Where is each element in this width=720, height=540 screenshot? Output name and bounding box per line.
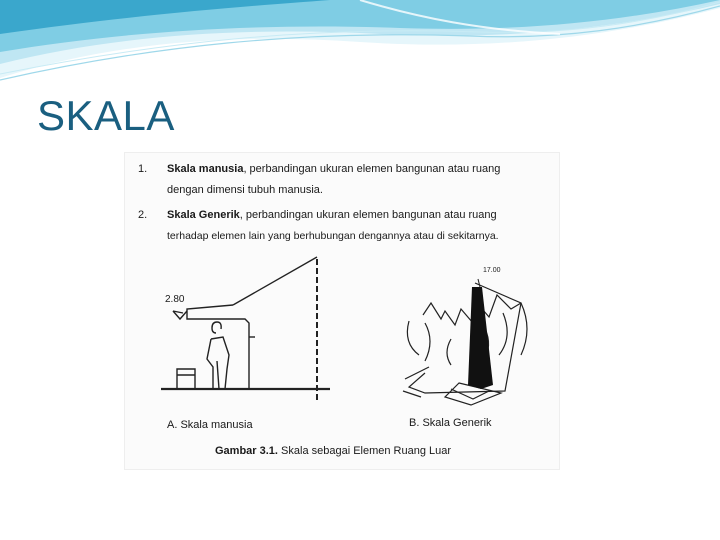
dimension-label: 2.80 — [165, 294, 185, 305]
item-2-definition: , perbandingan ukuran elemen bangunan atau ruang — [239, 209, 497, 221]
human-scale-sketch — [161, 257, 330, 403]
slide-title: SKALA — [37, 92, 175, 139]
monument-tower — [468, 287, 493, 389]
figure-number: Gambar 3.1. — [215, 445, 278, 457]
header-wave-decoration — [0, 0, 720, 90]
item-1-term: Skala manusia — [167, 163, 244, 175]
item-1-line-2: dengan dimensi tubuh manusia. — [167, 184, 323, 196]
item-2-term: Skala Generik — [167, 209, 240, 221]
item-1-definition: , perbandingan ukuran elemen bangunan atau ruang — [243, 163, 501, 175]
figure-caption-text: Skala sebagai Elemen Ruang Luar — [277, 445, 452, 457]
scanned-figure — [124, 152, 560, 470]
item-2-line-2: terhadap elemen lain yang berhubungan dengannya atau di sekitarnya. — [167, 230, 499, 242]
item-1-number: 1. — [138, 163, 148, 175]
caption-a: A. Skala manusia — [167, 419, 253, 431]
caption-b: B. Skala Generik — [409, 417, 492, 429]
figure-caption — [215, 445, 451, 457]
monument-height-label: 17.00 — [483, 267, 501, 274]
monument-tip — [478, 279, 480, 287]
generic-scale-sketch — [403, 283, 527, 405]
item-2-number: 2. — [138, 209, 148, 221]
